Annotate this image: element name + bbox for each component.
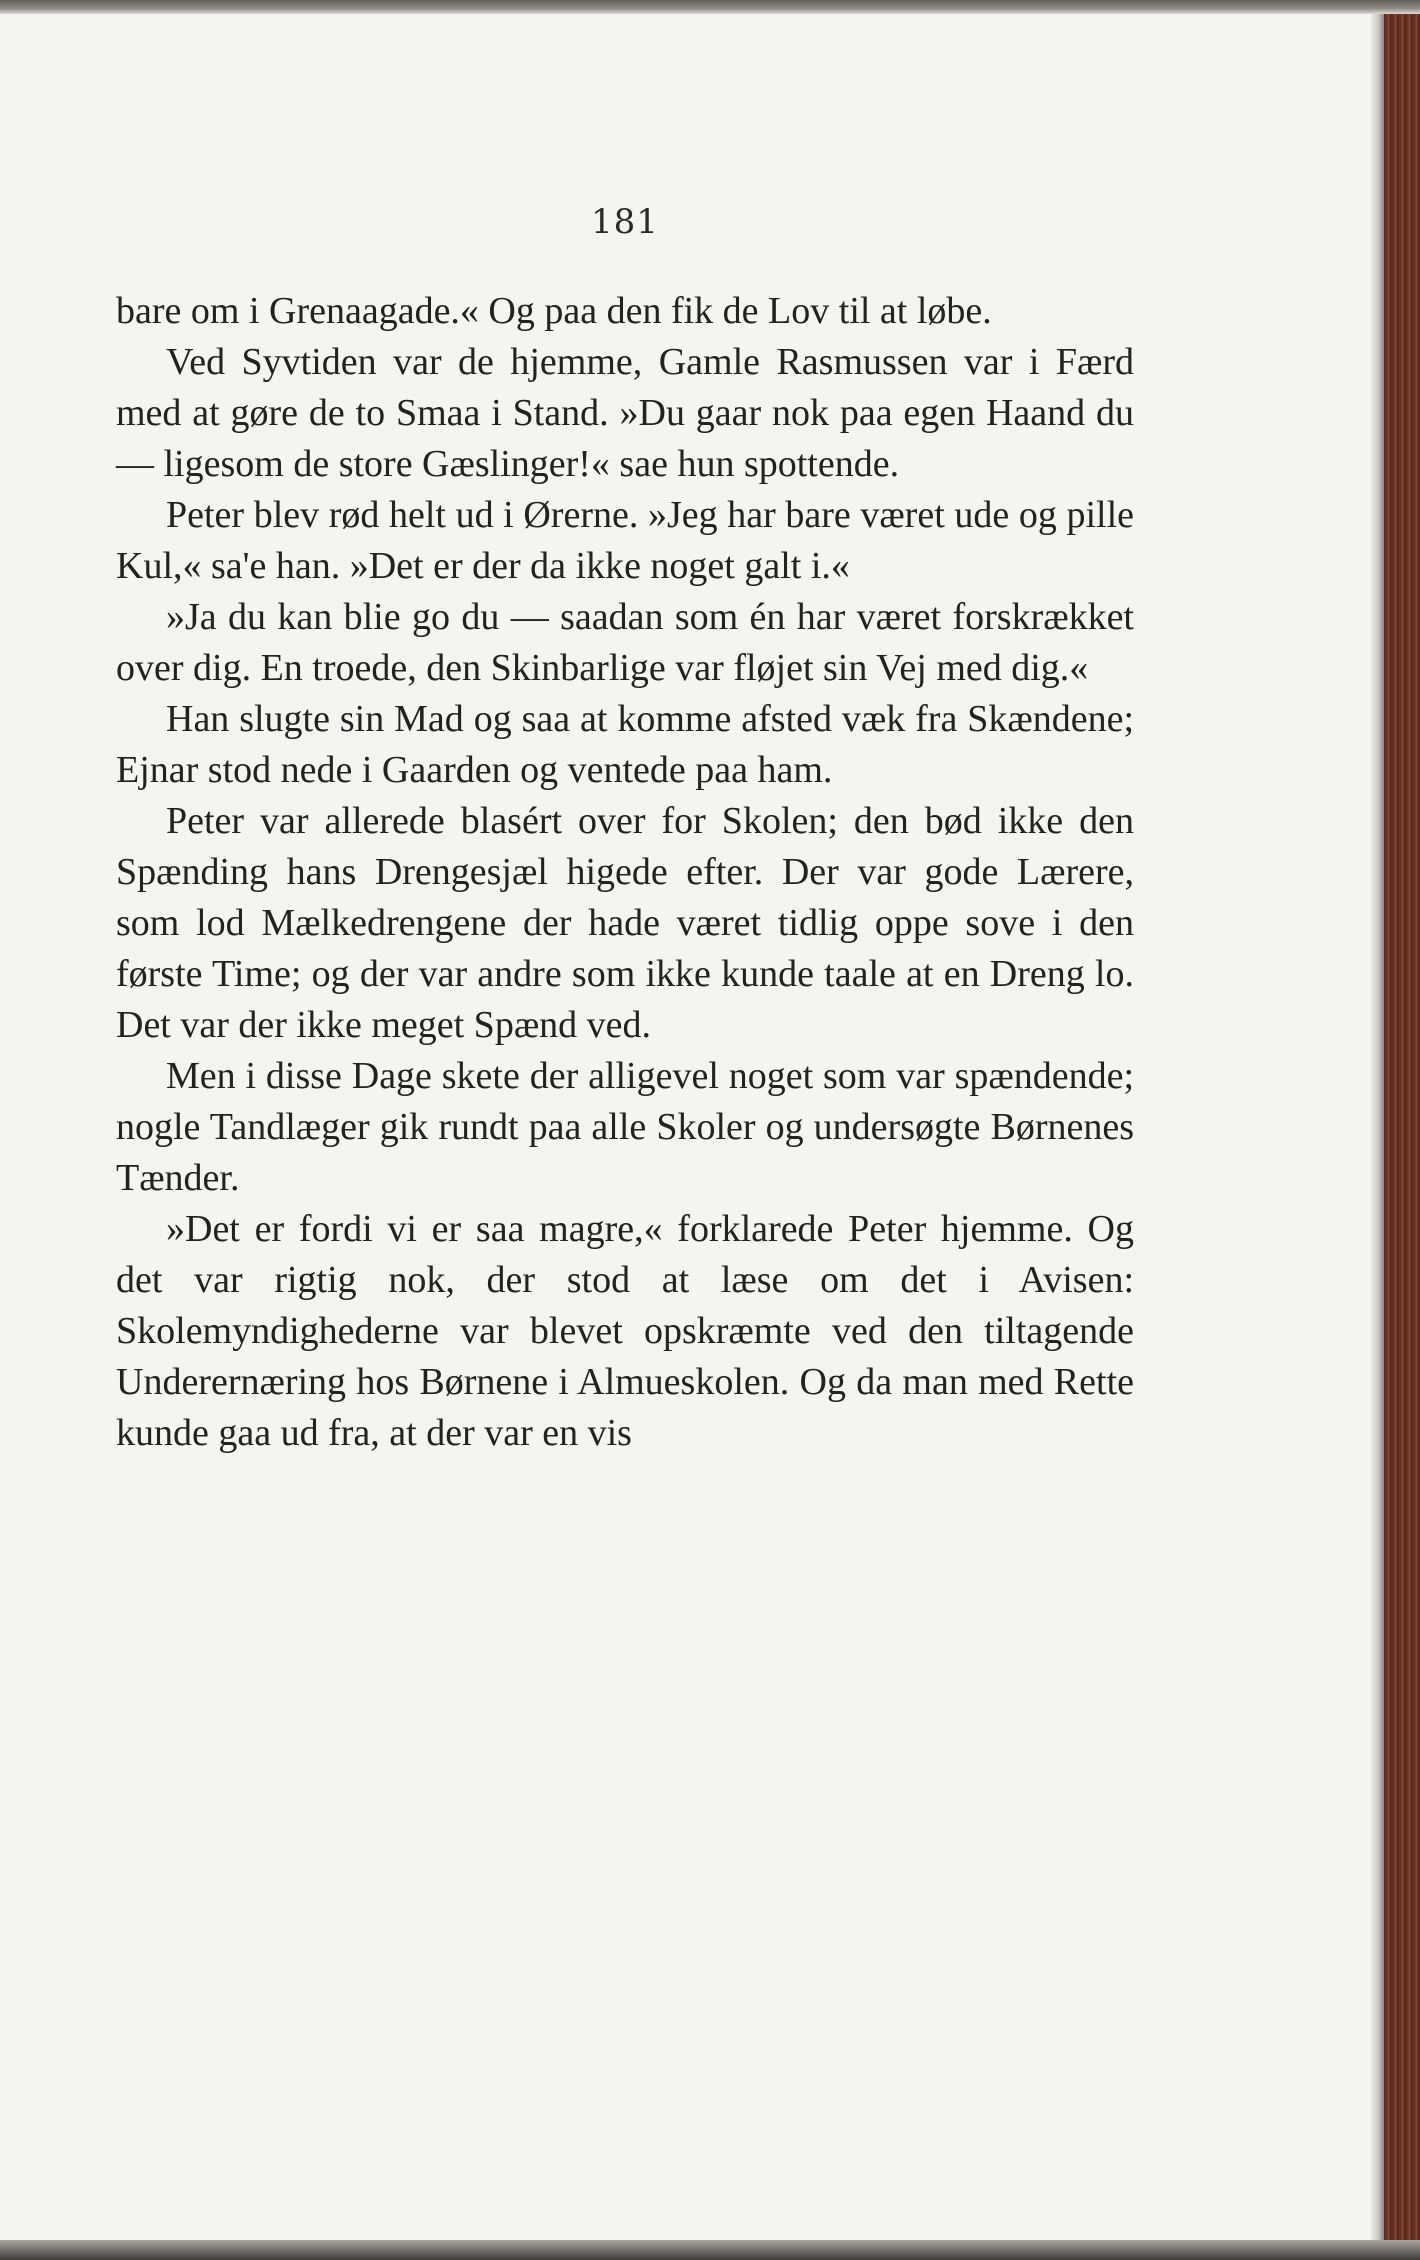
paragraph-3: Peter blev rød helt ud i Ørerne. »Jeg har bare været ude og pille Kul,« sa'e han. »Det er der da ikke noget galt i.« — [116, 494, 1134, 587]
paragraph-4: »Ja du kan blie go du — saadan som én har været forskrækket over dig. En troede, den Skinbarlige var fløjet sin Vej med dig.« — [116, 596, 1134, 689]
page-edge-shadow — [1370, 14, 1384, 2240]
paragraph-6: Peter var allerede blasért over for Skolen; den bød ikke den Spænding hans Drengesjæl higede efter. Der var gode Lærere, som lod Mælkedrengene der hade været tidlig oppe sove i den første Time; og der var andre som ikke kunde taale at en Dreng lo. Det var der ikke meget Spænd ved. — [116, 800, 1134, 1046]
top-scan-border — [0, 0, 1420, 14]
book-page — [0, 14, 1370, 2240]
paragraph-5: Han slugte sin Mad og saa at komme afsted væk fra Skændene; Ejnar stod nede i Gaarden og ventede paa ham. — [116, 698, 1134, 791]
book-spine — [1384, 14, 1420, 2240]
paragraph-8: »Det er fordi vi er saa magre,« forklarede Peter hjemme. Og det var rigtig nok, der stod at læse om det i Avisen: Skolemyndighederne var blevet opskræmte ved den tiltagende Underernæring hos Børnene i Almueskolen. Og da man med Rette kunde gaa ud fra, at der var en vis — [116, 1208, 1134, 1454]
paragraph-2: Ved Syvtiden var de hjemme, Gamle Rasmussen var i Færd med at gøre de to Smaa i Stand. »Du gaar nok paa egen Haand du — ligesom de store Gæslinger!« sae hun spottende. — [116, 341, 1134, 485]
body-text — [116, 286, 1134, 1459]
paragraph-1: bare om i Grenaagade.« Og paa den fik de Lov til at løbe. — [116, 290, 992, 332]
page-number: 181 — [591, 202, 659, 242]
bottom-scan-border — [0, 2240, 1420, 2260]
paragraph-7: Men i disse Dage skete der alligevel noget som var spændende; nogle Tandlæger gik rundt paa alle Skoler og undersøgte Børnenes Tænder. — [116, 1055, 1134, 1199]
